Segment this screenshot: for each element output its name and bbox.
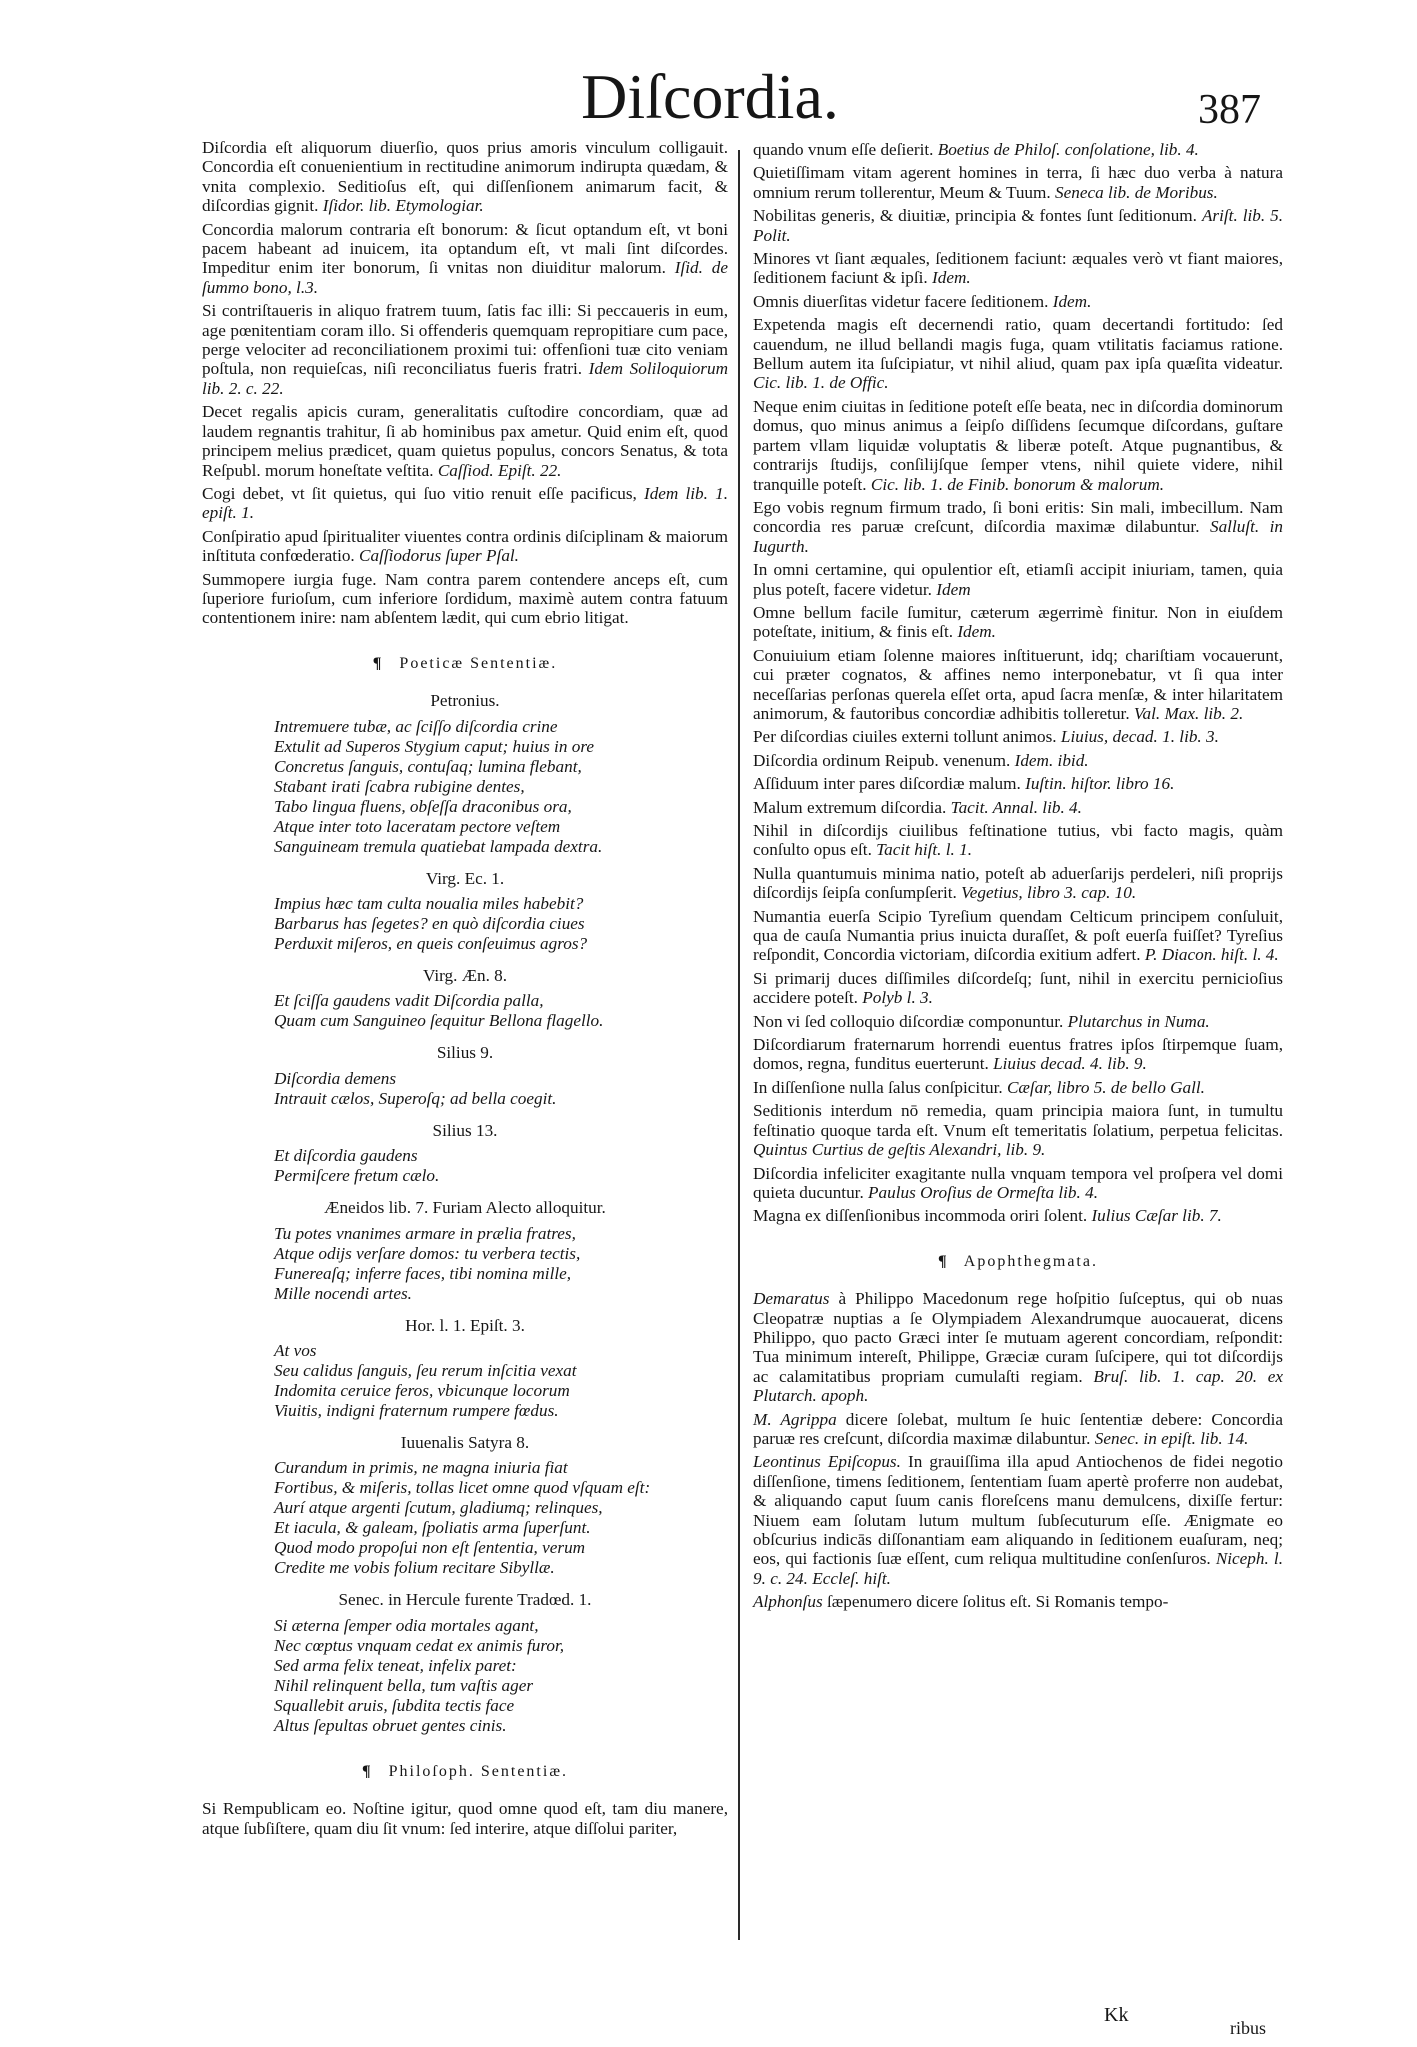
- entry-text: Conuiuium etiam ſolenne maiores inſtituerunt, idq; chariſtiam vocauerunt, cui præter cognatos, & affines nemo interponebatur, vt ſi qua inter neceſſarias perſonas querela eſſet orta, apud ſacra menſæ, & inter hilaritatem animorum, & fautoribus concordiæ adhibitis tolleretur.: [753, 645, 1283, 723]
- section-mark-icon: ¶: [938, 1252, 949, 1270]
- poetic-heading-text: Poeticæ Sententiæ.: [399, 654, 558, 672]
- page-title: Diſcordia.: [581, 61, 839, 132]
- poetic-heading: [202, 654, 728, 673]
- verse-line: Sed arma felix teneat, infelix paret:: [274, 1655, 517, 1675]
- poem-author: Petronius.: [430, 691, 500, 711]
- entry-text: Magna ex diſſenſionibus incommoda oriri ſolent.: [753, 1206, 1092, 1226]
- verse-line: Indomita ceruice feros, vbicunque locorum: [274, 1381, 570, 1400]
- left-entries: [202, 138, 728, 628]
- verse-line: Tu potes vnanimes armare in prælia fratres,: [274, 1223, 576, 1243]
- entry-citation: Polyb l. 3.: [862, 988, 933, 1008]
- entry-citation: Cic. lib. 1. de Finib. bonorum & malorum.: [870, 474, 1165, 494]
- verse-line: Intrauit cælos, Superoſq; ad bella coegit.: [274, 1088, 557, 1108]
- entry-text: Summopere iurgia fuge. Nam contra parem contendere anceps eſt, cum ſuperiore furioſum, cum inferiore ſordidum, maximè autem contra fatuum contentionem inire: nam abſentem lædit, qui cum ebrio litigat.: [202, 569, 728, 628]
- quote-entry: [202, 138, 728, 216]
- entry-text: Nihil in diſcordijs ciuilibus feſtinatione tutius, vbi facto magis, quàm conſulto opus eſt.: [753, 821, 1283, 860]
- verse-line: Et diſcordia gaudens: [274, 1146, 418, 1166]
- entry-citation: Cæſar, libro 5. de bello Gall.: [1006, 1077, 1205, 1097]
- quote-entry: [753, 498, 1283, 556]
- quote-entry: [753, 751, 1283, 770]
- entry-text: Diſcordia eſt aliquorum diuerſio, quos prius amoris vinculum colligauit. Concordia eſt conuenientium in rectitudine animorum indirupta quædam, & vnita complexio. Seditioſus eſt, qui diſſenſionem animarum facit, & diſcordias gignit.: [202, 138, 728, 216]
- quote-entry: [753, 140, 1283, 159]
- apoph-entries: [753, 1289, 1283, 1612]
- quote-entry: [753, 603, 1283, 642]
- entry-citation: Caſſiodorus ſuper Pſal.: [359, 546, 519, 566]
- quote-entry: [753, 1101, 1283, 1159]
- entry-text: Aſſiduum inter pares diſcordiæ malum.: [753, 774, 1026, 794]
- verse-line: Et iacula, & galeam, ſpoliatis arma ſuperſunt.: [274, 1518, 591, 1538]
- verse-line: Si æterna ſemper odia mortales agant,: [274, 1615, 539, 1635]
- entry-citation: P. Diacon. hiſt. l. 4.: [1144, 945, 1279, 965]
- entry-citation: Liuius decad. 4. lib. 9.: [993, 1054, 1147, 1074]
- quote-entry: [753, 774, 1283, 793]
- verse-line: Tabo lingua fluens, obſeſſa draconibus ora,: [274, 796, 572, 816]
- entry-lead: Demaratus: [753, 1289, 830, 1309]
- poem-author: Æneidos lib. 7. Furiam Alecto alloquitur.: [324, 1198, 606, 1218]
- quote-entry: [753, 1206, 1283, 1225]
- verse-line: Mille nocendi artes.: [274, 1283, 412, 1303]
- signature-mark: Kk: [1104, 2004, 1129, 2026]
- poem-author: Virg. Æn. 8.: [422, 965, 508, 985]
- entry-citation: Cic. lib. 1. de Offic.: [753, 373, 889, 393]
- entry-text: Expetenda magis eſt decernendi ratio, quam decertandi fortitudo: ſed cauendum, ne illud bellandi magis fuga, quam vtilitatis faciamus ratione. Bellum autem ita ſuſcipiatur, vt nihil aliud, quam pax ipſa quæſita videatur.: [753, 315, 1283, 374]
- entry-text: Numantia euerſa Scipio Tyreſium quendam Celticum principem conſuluit, qua de cauſa Numantia prius inuicta duraſſet, & poſt euerſa fuiſſet? Tyreſius reſpondit, Concordia victoriam, diſcordia exitium adfert.: [753, 906, 1283, 965]
- entry-citation: Idem. ibid.: [1014, 750, 1089, 770]
- entry-citation: Vegetius, libro 3. cap. 10.: [961, 883, 1137, 903]
- entry-citation: Paulus Oroſius de Ormeſta lib. 4.: [868, 1182, 1099, 1202]
- poems: [202, 691, 728, 1736]
- entry-citation: Niceph. l. 9. c. 24. Eccleſ. hiſt.: [753, 1549, 1283, 1588]
- entry-citation: Val. Max. lib. 2.: [1133, 703, 1244, 723]
- entry-text: Nobilitas generis, & diuitiæ, principia & fontes ſunt ſeditionum.: [753, 206, 1202, 226]
- quote-entry: [753, 1078, 1283, 1097]
- verse-line: Nec cœptus vnquam cedat ex animis furor,: [274, 1635, 565, 1655]
- entry-citation: Quintus Curtius de geſtis Alexandri, lib. 9.: [753, 1140, 1046, 1160]
- entry-citation: Iulius Cæſar lib. 7.: [1091, 1206, 1222, 1226]
- column-divider: [738, 150, 740, 1940]
- quote-entry: [753, 206, 1283, 245]
- entry-citation: Bruſ. lib. 1. cap. 20. ex Plutarch. apoph.: [753, 1366, 1283, 1406]
- entry-citation: Iuſtin. hiſtor. libro 16.: [1025, 774, 1175, 794]
- entry-text: Concordia malorum contraria eſt bonorum: & ſicut optandum eſt, vt boni pacem habeant ad inuicem, ita optandum eſt, vt mali ſint diſcordes. Impeditur enim iter bonorum, ſi vnitas non diuiditur malorum.: [202, 219, 728, 278]
- entry-citation: Plutarchus in Numa.: [1067, 1011, 1210, 1031]
- verse-line: Barbarus has ſegetes? en quò diſcordia ciues: [274, 913, 585, 933]
- catchword: ribus: [1230, 2018, 1266, 2038]
- quote-entry: [202, 484, 728, 523]
- verse-line: Intremuere tubæ, ac ſciſſo diſcordia crine: [274, 716, 558, 736]
- verse-line: Altus ſepultas obruet gentes cinis.: [274, 1715, 507, 1735]
- entry-text: Malum extremum diſcordia.: [753, 797, 951, 817]
- verse-line: Et ſciſſa gaudens vadit Diſcordia palla,: [274, 991, 544, 1011]
- poem-author: Iuuenalis Satyra 8.: [400, 1433, 530, 1452]
- entry-citation: Idem.: [1052, 291, 1092, 311]
- quote-entry: [202, 220, 728, 298]
- verse-line: Quam cum Sanguineo ſequitur Bellona flagello.: [274, 1011, 604, 1031]
- entry-text: Diſcordia ordinum Reipub. venenum.: [753, 750, 1015, 770]
- quote-entry: [202, 301, 728, 398]
- poem-author: Hor. l. 1. Epiſt. 3.: [405, 1315, 525, 1335]
- entry-citation: Idem Soliloquiorum lib. 2. c. 22.: [202, 359, 728, 398]
- quote-entry: [753, 1012, 1283, 1031]
- entry-citation: Idem: [936, 579, 971, 599]
- entry-text: Ego vobis regnum firmum trado, ſi boni eritis: Sin mali, imbecillum. Nam concordia res paruæ creſcunt, diſcordia maximæ dilabuntur.: [753, 497, 1283, 537]
- quote-entry: [753, 163, 1283, 202]
- entry-text: Non vi ſed colloquio diſcordiæ componuntur.: [753, 1011, 1068, 1031]
- entry-text: à Philippo Macedonum rege hoſpitio ſuſceptus, qui ob nuas Cleopatræ nuptias a ſe Olympiadem Alexandrumque auocauerat, dicens Philippo, quo pacto Græci inter ſe mutuam agerent concordiam, reſpondit: Tua minimum intereſt, Philippe, Græciæ curam ſuſcipere, qui tot diſcordijs ac calamitatibus propriam cumulaſti regiam.: [753, 1289, 1283, 1386]
- entry-lead: Leontinus Epiſcopus.: [753, 1452, 901, 1472]
- quote-entry: [753, 907, 1283, 965]
- quote-entry: [753, 1452, 1283, 1588]
- verse-line: Diſcordia demens: [274, 1068, 397, 1088]
- poem-author: Senec. in Hercule furente Tradœd. 1.: [338, 1590, 592, 1610]
- entry-text: quando vnum eſſe deſierit.: [753, 140, 938, 159]
- poem-author: Silius 9.: [436, 1043, 494, 1063]
- quote-entry: [753, 798, 1283, 817]
- verse-line: Viuitis, indigni fraternum rumpere fœdus.: [274, 1401, 559, 1420]
- quote-entry: [202, 527, 728, 566]
- right-entries: [753, 140, 1283, 1226]
- verse-line: Quod modo propoſui non eſt ſententia, verum: [274, 1538, 586, 1558]
- quote-entry: [753, 1410, 1283, 1449]
- quote-entry: [753, 1035, 1283, 1074]
- entry-text: Seditionis interdum nō remedia, quam principia maiora ſunt, in tumultu feſtinatio quoque tarda eſt. Vnum eſt temeritatis ſolatium, perpetua felicitas.: [753, 1101, 1283, 1140]
- section-mark-icon: ¶: [362, 1762, 373, 1780]
- right-column: [753, 140, 1283, 1616]
- entry-text: Cogi debet, vt ſit quietus, qui ſuo vitio renuit eſſe pacificus,: [202, 483, 644, 503]
- quote-entry: [753, 646, 1283, 724]
- quote-entry: [753, 727, 1283, 746]
- entry-citation: Iſidor. lib. Etymologiar.: [322, 196, 484, 216]
- section-mark-icon: ¶: [372, 654, 384, 672]
- left-column: [202, 138, 728, 1842]
- entry-citation: Idem lib. 1. epiſt. 1.: [202, 483, 728, 523]
- verse-line: Extulit ad Superos Stygium caput; huius in ore: [274, 736, 594, 756]
- entry-text: In grauiſſima illa apud Antiochenos de fidei negotio diſſenſione, timens ſeditionem, ſententiam ſuam apertè proferre non audebat, & aliquando caput ſuum canis floreſcens manu demulcens, dixiſſe fertur: Niuem eam ſolutam lutum multum ſubſecuturum eſſe. Ænigmate eo obſcurius indicās diſſonantiam eam aliquando in ſeditionem euaſuram, neq; eos, qui factionis ſuæ eſſent, cum reliqua multitudine conſenſuros.: [753, 1452, 1283, 1569]
- entry-text: Omne bellum facile ſumitur, cæterum ægerrimè finitur. Non in eiuſdem poteſtate, initium, & finis eſt.: [753, 602, 1283, 642]
- quote-entry: [753, 397, 1283, 494]
- verse-line: Concretus ſanguis, contuſaq; lumina flebant,: [274, 756, 582, 776]
- quote-entry: [202, 570, 728, 628]
- entry-citation: Tacit. Annal. lib. 4.: [950, 797, 1082, 817]
- entry-text: In omni certamine, qui opulentior eſt, etiamſi accipit iniuriam, tamen, quia plus poteſt, facere videtur.: [753, 560, 1283, 599]
- quote-entry: [753, 969, 1283, 1008]
- verse-line: Impius hæc tam culta noualia miles habebit?: [274, 893, 584, 913]
- entry-text: Diſcordia infeliciter exagitante nulla vnquam tempora vel proſpera vel domi quieta ducuntur.: [753, 1163, 1283, 1202]
- apoph-heading: [753, 1252, 1283, 1271]
- entry-citation: Senec. in epiſt. lib. 14.: [1094, 1428, 1249, 1448]
- entry-text: Si contriſtaueris in aliquo fratrem tuum, ſatis fac illi: Si peccaueris in eum, age pœnitentiam coram illo. Si offenderis quemquam repropitiare cum pace, perge velociter ad reconciliationem proximi tui: offenſioni tuæ cito veniam poſtula, non requieſcas, niſi reconciliatus fueris fratri.: [202, 301, 728, 379]
- philo-heading-text: Philoſoph. Sententiæ.: [388, 1762, 568, 1780]
- entry-citation: Tacit hiſt. l. 1.: [876, 840, 972, 860]
- verse-line: Stabant irati ſcabra rubigine dentes,: [274, 776, 525, 796]
- verse-line: Atque inter toto laceratam pectore veſtem: [274, 816, 561, 836]
- quote-entry: [753, 315, 1283, 393]
- quote-entry: [753, 249, 1283, 288]
- entry-text: In diſſenſione nulla ſalus conſpicitur.: [753, 1077, 1007, 1097]
- entry-text: ſæpenumero dicere ſolitus eſt. Si Romanis tempo-: [822, 1592, 1169, 1612]
- entry-citation: Liuius, decad. 1. lib. 3.: [1060, 727, 1219, 747]
- entry-text: Quietiſſimam vitam agerent homines in terra, ſi hæc duo verba à natura omnium rerum tollerentur, Meum & Tuum.: [753, 163, 1283, 202]
- apoph-heading-text: Apophthegmata.: [963, 1252, 1098, 1270]
- entry-text: Diſcordiarum fraternarum horrendi euentus fratres ipſos ſtirpemque ſuam, domos, regna, funditus euerterunt.: [753, 1035, 1283, 1074]
- entry-citation: Boetius de Philoſ. conſolatione, lib. 4.: [937, 140, 1199, 159]
- entry-text: Decet regalis apicis curam, generalitatis cuſtodire concordiam, quæ ad laudem regnantis trahitur, ſi ab hominibus pax ametur. Quid enim eſt, quod principem melius prædicet, quam quietus populus, concors Senatus, & tota Reſpubl. morum honeſtate veſtita.: [202, 402, 728, 480]
- verse-line: Squallebit aruis, ſubdita tectis face: [274, 1695, 515, 1715]
- entry-text: Omnis diuerſitas videtur facere ſeditionem.: [753, 291, 1053, 311]
- philo-text: Si Rempublicam eo. Noſtine igitur, quod omne quod eſt, tam diu manere, atque ſubſiſtere, quam diu ſit vnum: ſed interire, atque diſſolui pariter,: [202, 1799, 728, 1838]
- page-number: 387: [1198, 87, 1261, 133]
- verse-line: Permiſcere fretum cælo.: [274, 1166, 440, 1186]
- entry-lead: M. Agrippa: [753, 1409, 837, 1429]
- entry-text: Per diſcordias ciuiles externi tollunt animos.: [753, 727, 1061, 747]
- entry-citation: Idem.: [932, 268, 971, 288]
- quote-entry: [202, 402, 728, 480]
- verse-line: Perduxit miſeros, en queis conſeuimus agros?: [274, 933, 588, 953]
- quote-entry: [753, 821, 1283, 860]
- quote-entry: [753, 560, 1283, 599]
- entry-text: Minores vt ſiant æquales, ſeditionem faciunt: æquales verò vt fiant maiores, ſeditionem faciunt & ipſi.: [753, 249, 1283, 288]
- quote-entry: [753, 292, 1283, 311]
- verse-line: Credite me vobis folium recitare Sibyllæ.: [274, 1558, 555, 1578]
- verse-line: Nihil relinquent bella, tum vaſtis ager: [274, 1675, 534, 1695]
- entry-text: Si primarij duces diſſimiles diſcordeſq; ſunt, nihil in exercitu pernicioſius accidere poteſt.: [753, 968, 1283, 1008]
- verse-line: Atque odijs verſare domos: tu verbera tectis,: [274, 1243, 581, 1263]
- quote-entry: [753, 1289, 1283, 1405]
- entry-citation: Ariſt. lib. 5. Polit.: [753, 206, 1283, 245]
- poem-author: Silius 13.: [432, 1120, 498, 1140]
- entry-citation: Seneca lib. de Moribus.: [1055, 182, 1218, 202]
- verse-line: Seu calidus ſanguis, ſeu rerum inſcitia vexat: [274, 1361, 577, 1380]
- entry-citation: Salluſt. in Iugurth.: [753, 517, 1283, 556]
- quote-entry: [753, 1164, 1283, 1203]
- verse-line: Fortibus, & miſeris, tollas licet omne quod vſquam eſt:: [274, 1478, 651, 1498]
- verse-line: Funereaſq; inferre faces, tibi nomina mille,: [274, 1263, 572, 1283]
- entry-text: Nulla quantumuis minima natio, poteſt ab aduerſarijs perdeleri, niſi proprijs diſcordijs ſeipſa conſumpſerit.: [753, 863, 1283, 903]
- entry-citation: Idem.: [957, 622, 996, 642]
- verse-line: Aurí atque argenti ſcutum, gladiumq; relinques,: [274, 1498, 603, 1518]
- verse-line: At vos: [274, 1341, 317, 1360]
- entry-text: Neque enim ciuitas in ſeditione poteſt eſſe beata, nec in diſcordia dominorum domus, quo minus animus a ſeipſo diſſidens ſecumque diſcordans, guſtare partem vllam liquidæ voluptatis & liberæ poteſt. Atque pugnantibus, & contrarijs ſtudijs, conſilijſque ſemper vtens, nihil quiete videre, nihil tranquille poteſt.: [753, 396, 1283, 494]
- philo-heading: [202, 1762, 728, 1781]
- entry-text: dicere ſolebat, multum ſe huic ſententiæ debere: Concordia paruæ res creſcunt, diſcordia maximæ dilabuntur.: [753, 1409, 1283, 1448]
- verse-line: Sanguineam tremula quatiebat lampada dextra.: [274, 836, 603, 856]
- entry-citation: Iſid. de ſummo bono, l.3.: [202, 258, 728, 297]
- quote-entry: [753, 864, 1283, 903]
- verse-line: Curandum in primis, ne magna iniuria fiat: [274, 1458, 568, 1478]
- poem-author: Virg. Ec. 1.: [425, 868, 505, 888]
- entry-citation: Caſſiod. Epiſt. 22.: [437, 460, 562, 480]
- entry-text: Conſpiratio apud ſpiritualiter viuentes contra ordinis diſciplinam & maiorum inſtituta confœderatio.: [202, 526, 728, 566]
- entry-lead: Alphonſus: [753, 1592, 823, 1612]
- quote-entry: [753, 1592, 1283, 1611]
